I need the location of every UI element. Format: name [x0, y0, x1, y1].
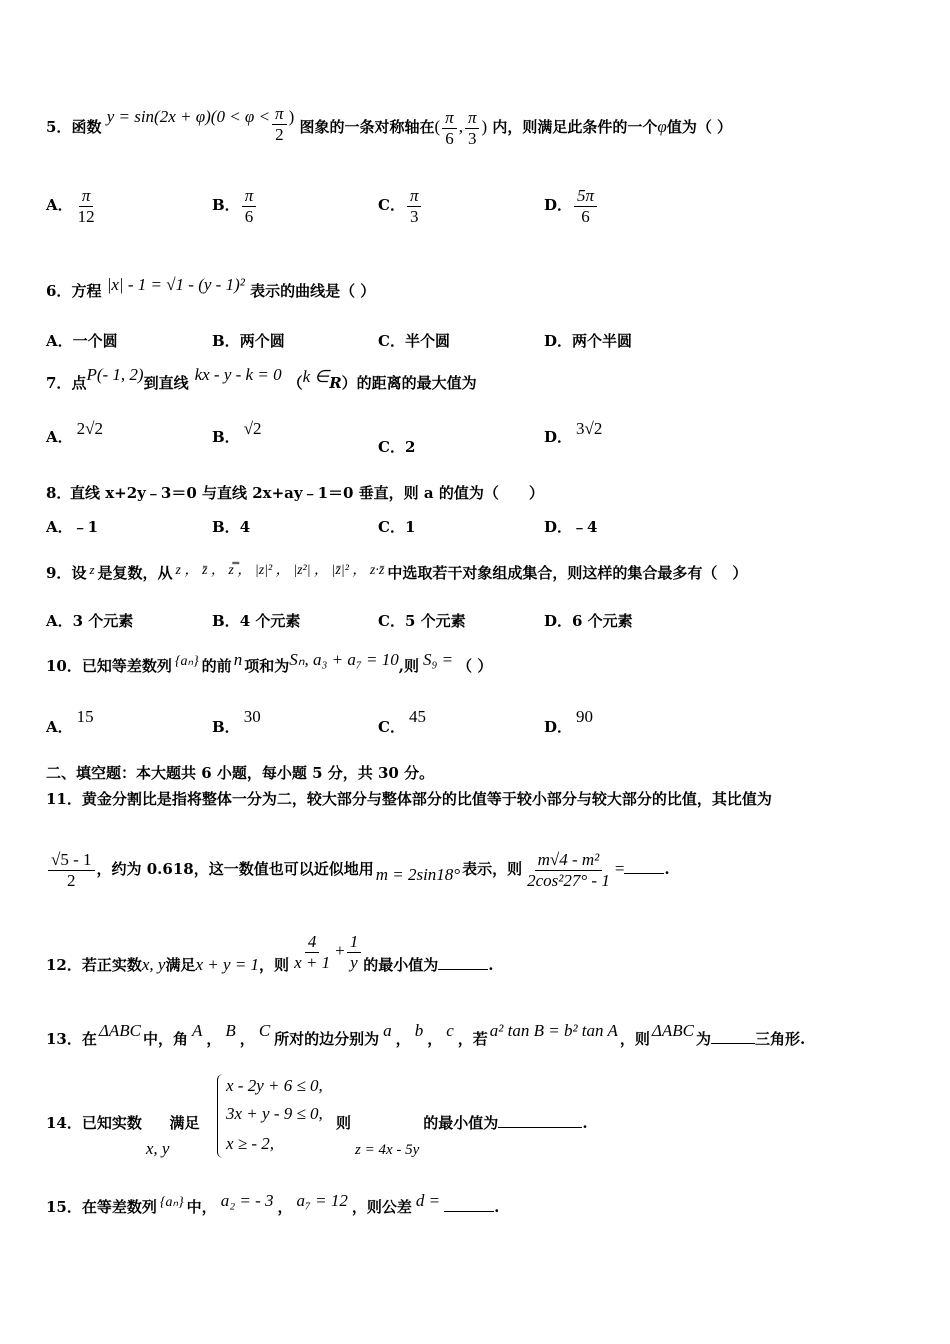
q5-stem: 5．函数 y = sin(2x + φ)(0 < φ < $\frac{\pi}{2}$ ) 图象的一条对称轴在( $\frac{\pi}{6}$ , $\frac{\pi}{3}$ ) 内，则满足此条件的一个φ值为（ ）	[46, 104, 733, 148]
q6-option-a[interactable]: A．一个圆	[46, 332, 118, 350]
q15-a7: a₇ = 12	[296, 1191, 348, 1210]
q11-expression: $\frac{\text{m√4 - m²}}{\text{2cos²27° - 1}}$	[527, 850, 610, 890]
q12-fraction-2: $\frac{1}{y}$	[347, 932, 362, 972]
q15-a2: a₂ = - 3	[220, 1191, 274, 1210]
q11-line2: $\frac{√5 - 1}{2}$ ，约为 0.618，这一数值也可以近似地用 m = 2sin18° 表示，则 $\frac{\text{m√4 - m²}}{\text{2cos²27° - 1}}$ = .	[46, 850, 670, 890]
q8-option-b[interactable]: B．4	[212, 518, 251, 536]
q11-m-expr: m = 2sin18°	[375, 865, 461, 885]
q7-option-a[interactable]: A． 2√2	[46, 419, 103, 446]
q6-stem: 6．方程 |x| - 1 = √1 - (y - 1)² 表示的曲线是（ ）	[46, 275, 376, 300]
section-heading-fill-in: 二、填空题：本大题共 6 小题，每小题 5 分，共 30 分。	[46, 764, 435, 782]
q12-stem: 12．若正实数x, y满足x + y = 1，则 $\frac{4}{x + 1}$ + $\frac{1}{y}$ 的最小值为 .	[46, 932, 494, 975]
q9-option-b[interactable]: B．4 个元素	[212, 612, 301, 630]
q12-fraction-1: $\frac{4}{x + 1}$	[294, 932, 331, 972]
q9-stem: 9．设 z 是复数，从 z ， z̄ ， z̿ ， |z|² ， |z²| ， |z̄|² ， z·z̄ 中选取若干对象组成集合，则这样的集合最多有（ ）	[46, 562, 748, 582]
q15-answer-blank[interactable]	[444, 1211, 494, 1212]
q14-constraint-2: 3x + y - 9 ≤ 0,	[226, 1104, 323, 1123]
q14-objective: z = 4x - 5y	[355, 1142, 420, 1158]
q10-option-b[interactable]: B．30	[212, 707, 261, 736]
q7-option-c[interactable]: C．2	[378, 438, 416, 456]
q5-option-d[interactable]: D． $\frac{5\pi}{6}$	[544, 186, 599, 226]
q8-option-a[interactable]: A．﹣1	[46, 518, 99, 536]
q14-answer-blank[interactable]	[498, 1127, 582, 1128]
q7-line: kx - y - k = 0	[194, 365, 282, 384]
q13-answer-blank[interactable]	[711, 1043, 755, 1044]
q9-option-a[interactable]: A．3 个元素	[46, 612, 134, 630]
q10-option-a[interactable]: A．15	[46, 707, 94, 736]
q10-condition: Sₙ, a₃ + a₇ = 10	[289, 650, 399, 669]
q5-interval-b: $\frac{\pi}{3}$	[465, 108, 480, 148]
q12-answer-blank[interactable]	[438, 969, 488, 970]
q6-option-c[interactable]: C．半个圆	[378, 332, 450, 350]
q11-ratio: $\frac{√5 - 1}{2}$	[48, 850, 95, 890]
q8-option-d[interactable]: D．﹣4	[544, 518, 598, 536]
q11-answer-blank[interactable]	[624, 873, 664, 874]
q14-constraint-3: x ≥ - 2,	[226, 1134, 275, 1153]
q10-stem: 10．已知等差数列 {aₙ} 的前 n 项和为Sₙ, a₃ + a₇ = 10,则 S₉ = （ ）	[46, 650, 493, 675]
q9-option-c[interactable]: C．5 个元素	[378, 612, 466, 630]
q6-option-d[interactable]: D．两个半圆	[544, 332, 633, 350]
q5-option-c[interactable]: C． $\frac{\pi}{3}$	[378, 186, 423, 226]
q9-option-d[interactable]: D．6 个元素	[544, 612, 633, 630]
q6-option-b[interactable]: B．两个圆	[212, 332, 285, 350]
q7-option-b[interactable]: B． √2	[212, 419, 262, 446]
q7-option-d[interactable]: D． 3√2	[544, 419, 603, 446]
q10-option-d[interactable]: D．90	[544, 707, 594, 736]
q5-number: 5．	[46, 118, 72, 137]
q13-condition: a² tan B = b² tan A	[489, 1021, 618, 1040]
q11-line1: 11．黄金分割比是指将整体一分为二，较大部分与整体部分的比值等于较小部分与较大部分的比值，其比值为	[46, 790, 772, 808]
q8-option-c[interactable]: C．1	[378, 518, 416, 536]
q6-equation: |x| - 1 = √1 - (y - 1)²	[106, 275, 245, 294]
q8-stem: 直线 x+2y﹣3＝0 与直线 2x+ay﹣1＝0 垂直，则 a 的值为（ ）	[70, 484, 544, 502]
q7-stem: 7．点P(- 1, 2)到直线 kx - y - k = 0 （k ∈R）的距离的最大值为	[46, 365, 477, 392]
q14-stem: 14．已知实数x, y满足	[46, 1114, 200, 1158]
q5-option-a[interactable]: A． $\frac{\pi}{12}$	[46, 186, 95, 226]
q10-option-c[interactable]: C．45	[378, 707, 426, 736]
q14-constraint-1: x - 2y + 6 ≤ 0,	[226, 1076, 323, 1095]
q7-point: P(- 1, 2)	[86, 365, 144, 384]
q8-number: 8．	[46, 484, 72, 502]
q9-items: z ， z̄ ， z̿ ， |z|² ， |z²| ， |z̄|² ， z·z̄	[175, 563, 385, 578]
q14-stem-tail: 则z = 4x - 5y的最小值为 .	[336, 1114, 588, 1158]
q5-interval-a: $\frac{\pi}{6}$	[442, 108, 457, 148]
q15-stem: 15．在等差数列 {aₙ} 中， a₂ = - 3 ， a₇ = 12 ，则公差 d = .	[46, 1191, 500, 1216]
q14-constraint-brace	[217, 1074, 224, 1158]
q5-option-b[interactable]: B． $\frac{\pi}{6}$	[212, 186, 258, 226]
q5-function: y = sin(2x + φ)(0 < φ <	[106, 107, 271, 127]
q13-stem: 13．在 ΔABC 中，角 A ， B ， C 所对的边分别为 a ， b ， c ，若 a² tan B = b² tan A ，则 ΔABC 为 三角形.	[46, 1021, 806, 1048]
